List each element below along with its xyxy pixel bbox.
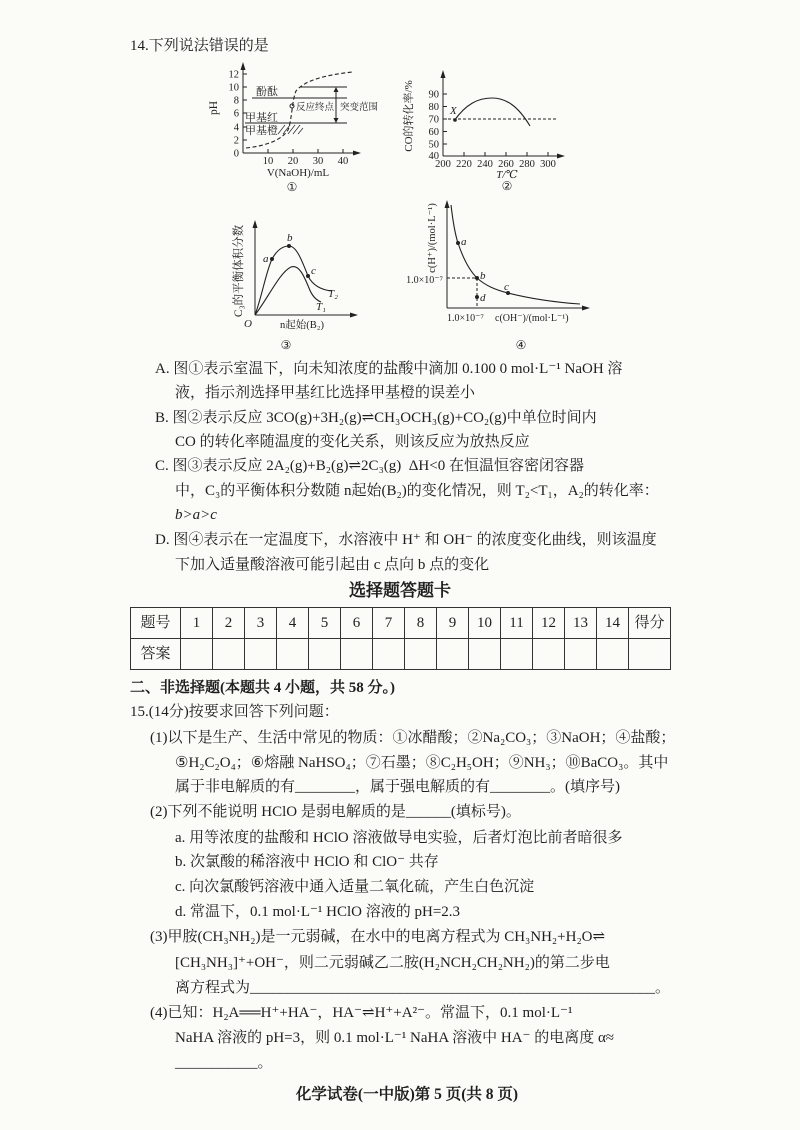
answer-cell bbox=[277, 639, 309, 670]
fig2-y-tick-label: 80 bbox=[428, 102, 439, 113]
answer-cell bbox=[373, 639, 405, 670]
option-c-line-2: 中，C₃的平衡体积分数随 n起始(B₂)的变化情况，则 T₂<T₁，A₂的转化率： bbox=[175, 483, 659, 499]
fig1-phenolphthalein-label: 酚酞 bbox=[256, 86, 278, 98]
answer-label: 答案 bbox=[131, 639, 181, 670]
fig2-y-tick-label: 70 bbox=[428, 114, 439, 126]
fig2-x-axis-label: T/℃ bbox=[496, 169, 518, 181]
fig1-x-tick-label: 40 bbox=[337, 156, 349, 167]
answer-cell bbox=[181, 639, 213, 670]
fig1-x-tick-label: 20 bbox=[287, 156, 299, 167]
question-number-cell: 5 bbox=[309, 608, 341, 639]
option-a-line-1: A. 图①表示室温下，向未知浓度的盐酸中滴加 0.100 0 mol·L⁻¹ NaOH 溶 bbox=[155, 361, 623, 377]
fig1-figure-number: ① bbox=[286, 180, 298, 194]
fig3-point-b bbox=[287, 244, 291, 248]
question-number-cell: 13 bbox=[565, 608, 597, 639]
fig3-point-c-label: c bbox=[311, 265, 316, 277]
option-a-line-2: 液，指示剂选择甲基红比选择甲基橙的误差小 bbox=[175, 385, 476, 401]
answer-cell bbox=[469, 639, 501, 670]
fig4-figure-number: ④ bbox=[515, 338, 527, 352]
fig1-jump-arrow-head-top bbox=[334, 87, 339, 92]
fig1-jump-arrow-head-bottom bbox=[334, 118, 339, 123]
question-number-label: 题号 bbox=[131, 608, 181, 639]
question-14-stem: 14.下列说法错误的是 bbox=[130, 38, 269, 54]
option-b-line-2: CO 的转化率随温度的变化关系，则该反应为放热反应 bbox=[175, 434, 530, 450]
question-number-cell: 10 bbox=[469, 608, 501, 639]
fig4-ion-product-curve bbox=[451, 205, 580, 304]
fig4-point-b-label: b bbox=[480, 270, 486, 282]
fig3-point-c bbox=[306, 274, 310, 278]
answer-cell bbox=[213, 639, 245, 670]
fig2-y-tick-label: 60 bbox=[428, 127, 439, 138]
fig1-jump-range-label: 突变范围 bbox=[340, 103, 379, 113]
fig4-y-axis-label: c(H⁺)/(mol·L⁻¹) bbox=[427, 203, 438, 273]
fig4-y-axis-arrow bbox=[445, 200, 450, 208]
question-number-cell: 9 bbox=[437, 608, 469, 639]
q15-part2-choice-b: b. 次氯酸的稀溶液中 HClO 和 ClO⁻ 共存 bbox=[175, 854, 439, 870]
score-cell bbox=[629, 639, 671, 670]
fig2-y-tick-label: 40 bbox=[428, 151, 439, 162]
q15-part1-line-2: ⑤H₂C₂O₄；⑥熔融 NaHSO₄；⑦石墨；⑧C₂H₅OH；⑨NH₃；⑩BaCO₃。其中 bbox=[175, 755, 669, 771]
fig3-x-axis-label: n起始(B₂) bbox=[280, 320, 324, 331]
q15-part2-stem: (2)下列不能说明 HClO 是弱电解质的是______(填标号)。 bbox=[150, 804, 521, 820]
fig4-point-b bbox=[475, 276, 479, 280]
fig4-point-d bbox=[475, 295, 479, 299]
section-2-heading: 二、非选择题(本题共 4 小题，共 58 分。) bbox=[130, 680, 395, 696]
fig4-x-axis-arrow bbox=[582, 306, 590, 311]
score-label: 得分 bbox=[629, 608, 671, 639]
fig1-methyl-orange-hatch bbox=[278, 125, 303, 134]
question-number-cell: 11 bbox=[501, 608, 533, 639]
fig2-x-tick-label: 200 bbox=[435, 159, 451, 170]
fig2-conversion-curve bbox=[454, 98, 530, 126]
question-14-figures bbox=[0, 0, 800, 360]
q15-part4-line-2: NaHA 溶液的 pH=3，则 0.1 mol·L⁻¹ NaHA 溶液中 HA⁻ 的电离度 α≈ bbox=[175, 1030, 615, 1046]
fig1-y-axis-label: pH bbox=[208, 100, 220, 116]
fig3-point-a bbox=[270, 257, 274, 261]
page-footer: 化学试卷(一中版)第 5 页(共 8 页) bbox=[295, 1086, 519, 1103]
option-c-line-1: C. 图③表示反应 2A₂(g)+B₂(g)⇌2C₃(g) ΔH<0 在恒温恒容密闭容器 bbox=[155, 458, 584, 474]
answer-cell bbox=[597, 639, 629, 670]
figure-3-c3-volume-fraction bbox=[231, 220, 358, 352]
option-d-line-1: D. 图④表示在一定温度下，水溶液中 H⁺ 和 OH⁻ 的浓度变化曲线，则该温度 bbox=[155, 532, 657, 548]
question-15-stem: 15.(14分)按要求回答下列问题： bbox=[130, 704, 339, 720]
fig2-y-axis-label: CO的转化率/% bbox=[403, 80, 415, 152]
fig1-y-tick-label: 4 bbox=[233, 122, 239, 134]
fig2-x-tick-label: 280 bbox=[519, 159, 535, 170]
figure-2-co-conversion-curve bbox=[401, 70, 565, 193]
fig2-x-tick-marks bbox=[464, 152, 548, 156]
fig2-figure-number: ② bbox=[501, 179, 513, 193]
fig3-curve-t1-label: T₁ bbox=[316, 301, 326, 313]
fig1-y-axis-arrow bbox=[241, 62, 246, 70]
fig4-point-c-label: c bbox=[504, 281, 509, 293]
question-number-cell: 12 bbox=[533, 608, 565, 639]
fig2-x-axis-arrow bbox=[557, 154, 565, 159]
fig4-point-d-label: d bbox=[480, 292, 486, 304]
q15-part3-line-2: [CH₃NH₃]⁺+OH⁻，则二元弱碱乙二胺(H₂NCH₂CH₂NH₂)的第二步电 bbox=[175, 955, 610, 971]
fig3-y-axis-label: C₃的平衡体积分数 bbox=[233, 224, 245, 318]
question-number-cell: 3 bbox=[245, 608, 277, 639]
figure-4-water-ion-curve bbox=[406, 200, 590, 352]
option-b-line-1: B. 图②表示反应 3CO(g)+3H₂(g)⇌CH₃OCH₃(g)+CO₂(g)中单位时间内 bbox=[155, 410, 597, 426]
fig2-x-tick-label: 220 bbox=[456, 159, 472, 170]
q15-part2-choice-c: c. 向次氯酸钙溶液中通入适量二氧化硫，产生白色沉淀 bbox=[175, 879, 535, 895]
q15-part3-line-3: 离方程式为______________________________________________________。 bbox=[175, 980, 671, 996]
fig3-x-axis-arrow bbox=[350, 313, 358, 318]
answer-cell bbox=[437, 639, 469, 670]
fig2-x-tick-label: 240 bbox=[477, 159, 493, 170]
fig3-origin-label: O bbox=[244, 318, 252, 330]
question-number-cell: 7 bbox=[373, 608, 405, 639]
fig4-point-a-label: a bbox=[461, 236, 467, 248]
fig1-y-tick-label: 12 bbox=[228, 69, 239, 81]
q15-part3-line-1: (3)甲胺(CH₃NH₂)是一元弱碱，在水中的电离方程式为 CH₃NH₂+H₂O⇌ bbox=[150, 929, 606, 945]
fig1-x-tick-marks bbox=[268, 149, 343, 153]
answer-cell bbox=[405, 639, 437, 670]
question-number-cell: 8 bbox=[405, 608, 437, 639]
fig2-y-axis-arrow bbox=[441, 70, 446, 78]
answer-cell bbox=[309, 639, 341, 670]
question-number-cell: 14 bbox=[597, 608, 629, 639]
figure-1-titration-curve bbox=[208, 62, 378, 194]
fig1-x-axis-label: V(NaOH)/mL bbox=[266, 167, 330, 179]
question-number-cell: 1 bbox=[181, 608, 213, 639]
fig3-y-axis-arrow bbox=[253, 220, 258, 228]
fig3-curve-t2-label: T₂ bbox=[328, 288, 338, 300]
fig4-point-a bbox=[456, 241, 460, 245]
fig1-x-tick-label: 30 bbox=[312, 156, 324, 167]
option-c-line-3: b>a>c bbox=[175, 507, 217, 523]
q15-part4-line-1: (4)已知：H₂A══H⁺+HA⁻，HA⁻⇌H⁺+A²⁻。常温下，0.1 mol·L⁻¹ bbox=[150, 1005, 573, 1021]
q15-part1-line-1: (1)以下是生产、生活中常见的物质：①冰醋酸；②Na₂CO₃；③NaOH；④盐酸； bbox=[150, 730, 676, 746]
answer-cell bbox=[245, 639, 277, 670]
fig1-methyl-red-label: 甲基红 bbox=[245, 112, 278, 124]
option-d-line-2: 下加入适量酸溶液可能引起由 c 点向 b 点的变化 bbox=[175, 557, 490, 573]
fig1-y-tick-label: 8 bbox=[233, 95, 239, 107]
fig4-x-axis-label: c(OH⁻)/(mol·L⁻¹) bbox=[495, 313, 569, 324]
fig4-y-tick-label: 1.0×10⁻⁷ bbox=[406, 275, 443, 286]
fig2-x-tick-label: 260 bbox=[498, 159, 514, 170]
fig3-figure-number: ③ bbox=[280, 338, 292, 352]
q15-part2-choice-d: d. 常温下，0.1 mol·L⁻¹ HClO 溶液的 pH=2.3 bbox=[175, 904, 461, 920]
fig1-y-tick-label: 6 bbox=[233, 108, 239, 120]
fig1-endpoint-label: 反应终点 bbox=[296, 103, 335, 113]
fig2-y-tick-label: 50 bbox=[428, 139, 439, 151]
answer-card-header-row bbox=[131, 608, 671, 639]
fig1-x-tick-label: 10 bbox=[262, 156, 274, 167]
fig3-point-a-label: a bbox=[263, 253, 269, 265]
fig4-x-tick-label: 1.0×10⁻⁷ bbox=[447, 313, 484, 324]
fig1-y-tick-label: 0 bbox=[233, 148, 239, 160]
answer-card-answer-row bbox=[131, 639, 671, 670]
question-number-cell: 2 bbox=[213, 608, 245, 639]
fig1-y-tick-label: 10 bbox=[228, 82, 239, 94]
answer-cell bbox=[501, 639, 533, 670]
fig2-point-x-label: X bbox=[450, 105, 457, 117]
answer-cell bbox=[565, 639, 597, 670]
fig1-x-axis-arrow bbox=[353, 151, 361, 156]
q15-part2-choice-a: a. 用等浓度的盐酸和 HClO 溶液做导电实验，后者灯泡比前者暗很多 bbox=[175, 830, 623, 846]
question-number-cell: 4 bbox=[277, 608, 309, 639]
fig3-point-b-label: b bbox=[287, 232, 293, 244]
question-number-cell: 6 bbox=[341, 608, 373, 639]
answer-card-table bbox=[130, 607, 671, 670]
fig1-y-tick-label: 2 bbox=[233, 135, 239, 147]
fig2-y-tick-label: 90 bbox=[428, 89, 439, 101]
fig2-point-x-marker bbox=[453, 118, 457, 122]
answer-cell bbox=[341, 639, 373, 670]
fig2-x-tick-label: 300 bbox=[540, 159, 556, 170]
answer-cell bbox=[533, 639, 565, 670]
fig1-methyl-orange-label: 甲基橙 bbox=[245, 125, 278, 137]
q15-part4-line-3: ___________。 bbox=[175, 1055, 273, 1071]
answer-card-title: 选择题答题卡 bbox=[349, 581, 451, 600]
q15-part1-line-3: 属于非电解质的有________，属于强电解质的有________。(填序号) bbox=[175, 779, 620, 795]
fig1-endpoint-marker bbox=[290, 104, 294, 108]
